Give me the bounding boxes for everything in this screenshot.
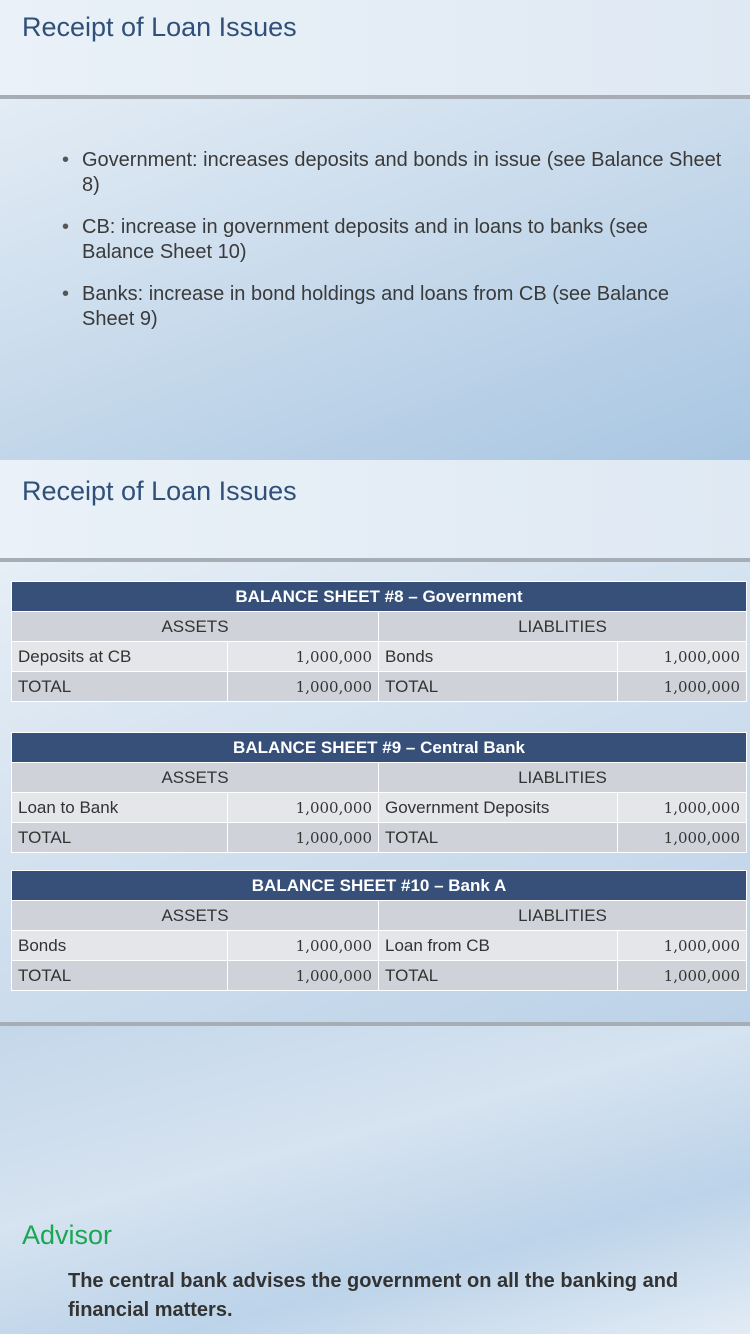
asset-value: 1,000,000 (228, 672, 379, 702)
liability-value: 1,000,000 (618, 672, 747, 702)
bullet-item: • Banks: increase in bond holdings and loans from CB (see Balance Sheet 9) (62, 282, 722, 332)
bullet-item: • Government: increases deposits and bonds in issue (see Balance Sheet 8) (62, 148, 722, 198)
slide3-title: Advisor (22, 1220, 113, 1250)
liability-value: 1,000,000 (618, 931, 747, 961)
table-row (12, 672, 747, 702)
liabilities-header: LIABLITIES (379, 612, 747, 642)
liability-label: Government Deposits (379, 793, 618, 823)
bullet-list (62, 148, 722, 349)
table-row (12, 793, 747, 823)
liability-label: Loan from CB (379, 931, 618, 961)
asset-label: Deposits at CB (12, 642, 228, 672)
slide2-header (0, 460, 750, 558)
asset-value: 1,000,000 (228, 793, 379, 823)
table-row (12, 823, 747, 853)
assets-header: ASSETS (12, 612, 379, 642)
slide3-text: The central bank advises the government on all the banking and financial matters. (68, 1270, 679, 1321)
assets-header: ASSETS (12, 901, 379, 931)
asset-label: Loan to Bank (12, 793, 228, 823)
liability-label: TOTAL (379, 823, 618, 853)
table-title: BALANCE SHEET #10 – Bank A (12, 871, 747, 901)
liability-label: TOTAL (379, 961, 618, 991)
asset-value: 1,000,000 (228, 823, 379, 853)
slide1-title: Receipt of Loan Issues (22, 12, 297, 42)
liability-label: TOTAL (379, 672, 618, 702)
bullet-item: • CB: increase in government deposits and in loans to banks (see Balance Sheet 10) (62, 215, 722, 265)
liabilities-header: LIABLITIES (379, 901, 747, 931)
table-row (12, 961, 747, 991)
table-title: BALANCE SHEET #8 – Government (12, 582, 747, 612)
asset-label: Bonds (12, 931, 228, 961)
asset-value: 1,000,000 (228, 931, 379, 961)
asset-value: 1,000,000 (228, 961, 379, 991)
balance-sheet-8 (11, 581, 747, 702)
liability-value: 1,000,000 (618, 793, 747, 823)
asset-label: TOTAL (12, 672, 228, 702)
table-title: BALANCE SHEET #9 – Central Bank (12, 733, 747, 763)
liability-value: 1,000,000 (618, 961, 747, 991)
asset-value: 1,000,000 (228, 642, 379, 672)
asset-label: TOTAL (12, 961, 228, 991)
asset-label: TOTAL (12, 823, 228, 853)
assets-header: ASSETS (12, 763, 379, 793)
balance-sheet-10 (11, 870, 747, 991)
liability-value: 1,000,000 (618, 642, 747, 672)
slide2-title: Receipt of Loan Issues (22, 476, 297, 506)
liability-value: 1,000,000 (618, 823, 747, 853)
balance-sheet-9 (11, 732, 747, 853)
liability-label: Bonds (379, 642, 618, 672)
liabilities-header: LIABLITIES (379, 763, 747, 793)
table-row (12, 642, 747, 672)
table-row (12, 931, 747, 961)
